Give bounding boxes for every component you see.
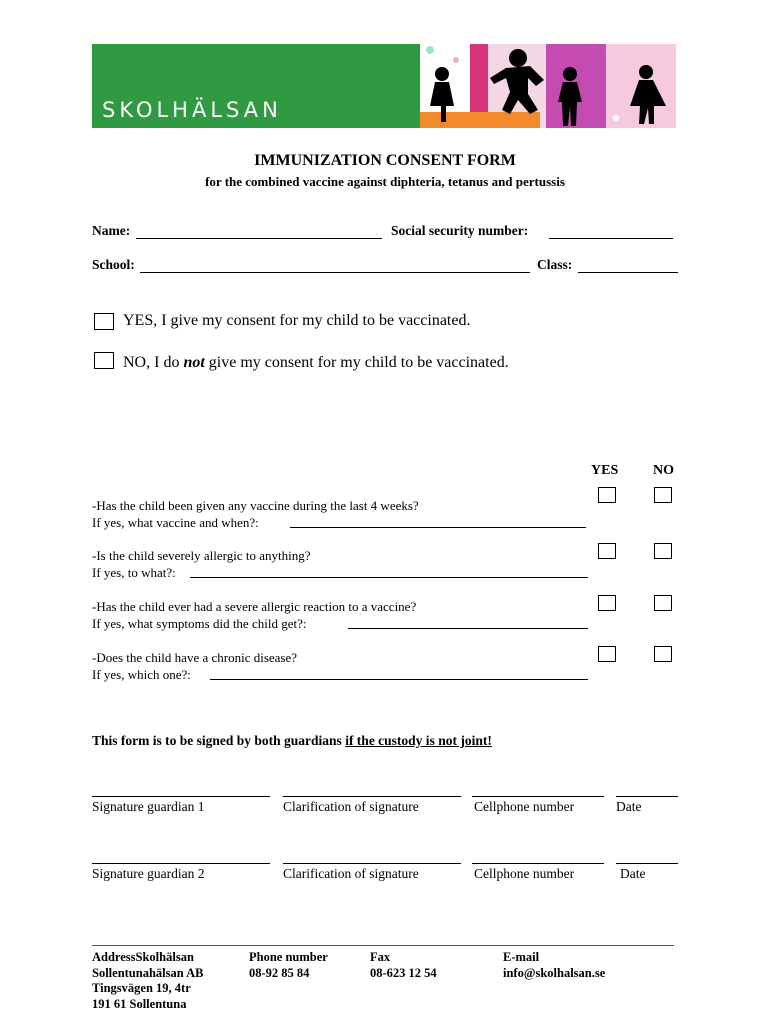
name-label: Name:: [92, 223, 131, 238]
form-subtitle: for the combined vaccine against diphteria, tetanus and pertussis: [205, 174, 565, 189]
guardian-2-date-label: Date: [620, 866, 646, 881]
brand-logo-text: SKOLHÄLSAN: [102, 98, 282, 122]
guardian-1-clarification-line[interactable]: [283, 796, 461, 797]
guardian-2-phone-line[interactable]: [472, 863, 604, 864]
consent-yes-checkbox[interactable]: [94, 313, 114, 330]
footer-divider: [92, 945, 674, 946]
consent-no-emphasis: not: [183, 354, 205, 371]
question-1-no-checkbox[interactable]: [654, 487, 672, 503]
guardian-1-phone-label: Cellphone number: [474, 799, 575, 814]
ssn-field[interactable]: [549, 238, 673, 239]
question-2: -Is the child severely allergic to anything? If yes, to what?:: [92, 548, 311, 580]
class-label: Class:: [537, 257, 573, 272]
guardian-1-date-label: Date: [616, 799, 642, 814]
question-1-answer-line[interactable]: [290, 527, 586, 528]
yes-column-header: YES: [591, 463, 619, 478]
footer-fax: Fax 08-623 12 54: [370, 950, 437, 980]
guardian-1-date-line[interactable]: [616, 796, 678, 797]
question-3-no-checkbox[interactable]: [654, 595, 672, 611]
consent-no-checkbox[interactable]: [94, 352, 114, 369]
signature-instruction: This form is to be signed by both guardians if the custody is not joint!: [92, 733, 492, 748]
guardian-1-phone-line[interactable]: [472, 796, 604, 797]
question-1: -Has the child been given any vaccine during the last 4 weeks? If yes, what vaccine and when?:: [92, 498, 419, 530]
question-4-answer-line[interactable]: [210, 679, 588, 680]
footer-address: AddressSkolhälsan Sollentunahälsan AB Tingsvägen 19, 4tr 191 61 Sollentuna: [92, 950, 204, 1011]
question-2-yes-checkbox[interactable]: [598, 543, 616, 559]
guardian-2-signature-label: Signature guardian 2: [92, 866, 205, 881]
name-field[interactable]: [136, 238, 382, 239]
guardian-1-signature-label: Signature guardian 1: [92, 799, 205, 814]
question-3-answer-line[interactable]: [348, 628, 588, 629]
school-field[interactable]: [140, 272, 530, 273]
guardian-2-date-line[interactable]: [616, 863, 678, 864]
question-4-no-checkbox[interactable]: [654, 646, 672, 662]
footer-email: E-mail info@skolhalsan.se: [503, 950, 606, 980]
school-label: School:: [92, 257, 135, 272]
question-2-no-checkbox[interactable]: [654, 543, 672, 559]
question-2-answer-line[interactable]: [190, 577, 588, 578]
guardian-2-clarification-label: Clarification of signature: [283, 866, 419, 881]
guardian-2-phone-label: Cellphone number: [474, 866, 575, 881]
footer-phone: Phone number 08-92 85 84: [249, 950, 328, 980]
guardian-2-signature-line[interactable]: [92, 863, 270, 864]
guardian-2-clarification-line[interactable]: [283, 863, 461, 864]
ssn-label: Social security number:: [391, 223, 529, 238]
form-title: IMMUNIZATION CONSENT FORM: [254, 152, 516, 169]
guardian-1-clarification-label: Clarification of signature: [283, 799, 419, 814]
question-3-yes-checkbox[interactable]: [598, 595, 616, 611]
signature-instruction-emphasis: if the custody is not joint!: [345, 733, 492, 748]
no-column-header: NO: [653, 463, 674, 478]
children-silhouettes-image: [420, 44, 676, 128]
header-banner: [92, 44, 676, 128]
consent-no-text: NO, I do not give my consent for my child to be vaccinated.: [123, 354, 509, 371]
question-3: -Has the child ever had a severe allergic reaction to a vaccine? If yes, what symptoms did the child get?:: [92, 599, 417, 631]
question-4: -Does the child have a chronic disease? If yes, which one?:: [92, 650, 298, 682]
consent-yes-text: YES, I give my consent for my child to be vaccinated.: [123, 312, 471, 329]
class-field[interactable]: [578, 272, 678, 273]
question-4-yes-checkbox[interactable]: [598, 646, 616, 662]
guardian-1-signature-line[interactable]: [92, 796, 270, 797]
question-1-yes-checkbox[interactable]: [598, 487, 616, 503]
